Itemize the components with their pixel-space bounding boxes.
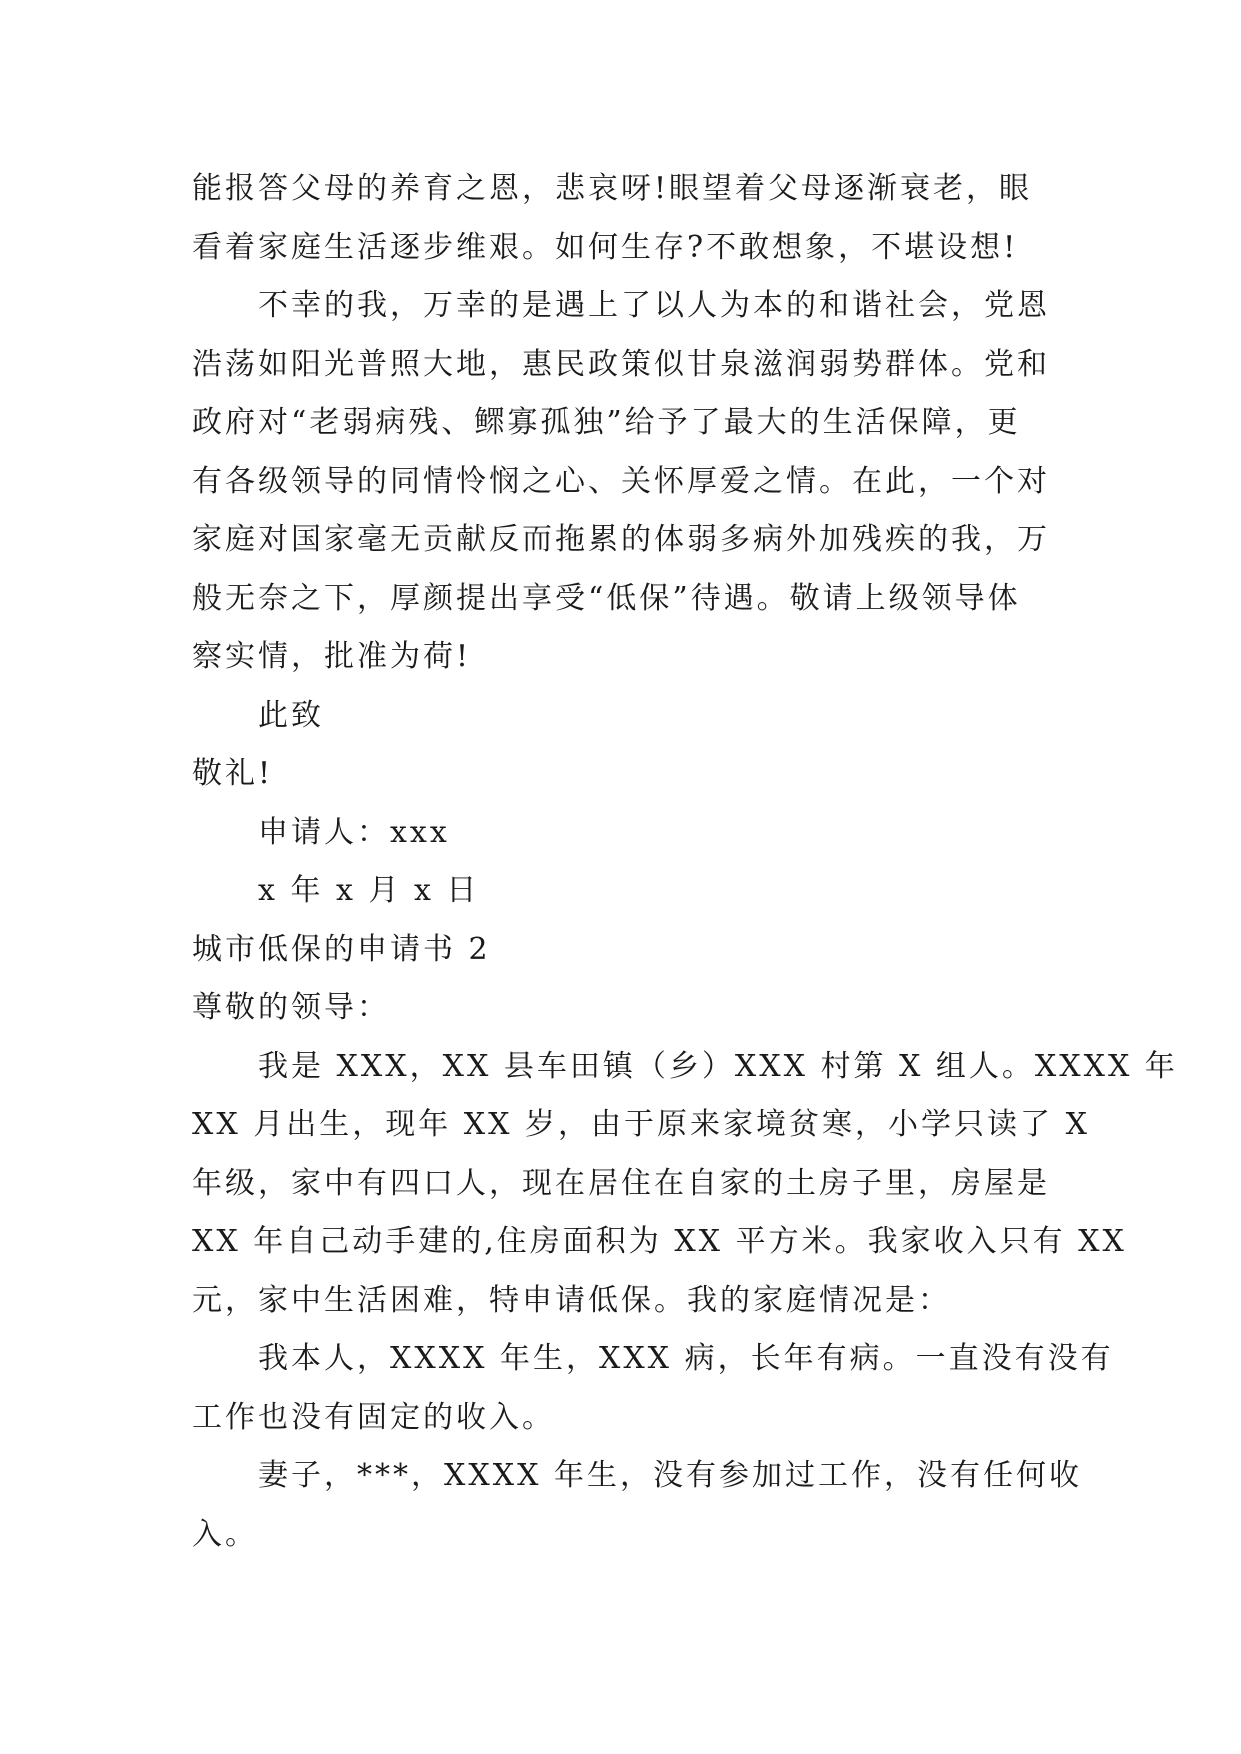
closing-regards: 敬礼! bbox=[192, 756, 274, 791]
text-line: 工作也没有固定的收入。 bbox=[192, 1399, 555, 1435]
section-title: 城市低保的申请书 2 bbox=[192, 931, 491, 967]
text-line: 我是 XXX，XX 县车田镇（乡）XXX 村第 X 组人。XXXX 年 bbox=[258, 1048, 1178, 1084]
text-line: XX 年自己动手建的,住房面积为 XX 平方米。我家收入只有 XX bbox=[192, 1224, 1127, 1259]
text-line: 浩荡如阳光普照大地，惠民政策似甘泉滋润弱势群体。党和 bbox=[192, 346, 1050, 382]
text-line: 年级，家中有四口人，现在居住在自家的土房子里，房屋是 bbox=[192, 1165, 1050, 1201]
greeting: 尊敬的领导： bbox=[192, 990, 390, 1025]
text-line: 入。 bbox=[192, 1516, 258, 1552]
text-line: 家庭对国家毫无贡献反而拖累的体弱多病外加残疾的我，万 bbox=[192, 522, 1050, 557]
text-line: 察实情，批准为荷! bbox=[192, 639, 472, 674]
text-line: 元，家中生活困难，特申请低保。我的家庭情况是： bbox=[192, 1282, 951, 1318]
text-line: 不幸的我，万幸的是遇上了以人为本的和谐社会，党恩 bbox=[258, 288, 1050, 323]
applicant-signature: 申请人：xxx bbox=[258, 814, 450, 850]
closing-salutation: 此致 bbox=[258, 697, 324, 733]
text-line: 有各级领导的同情怜悯之心、关怀厚爱之情。在此，一个对 bbox=[192, 463, 1050, 499]
text-line: 政府对“老弱病残、鳏寡孤独”给予了最大的生活保障，更 bbox=[192, 405, 1021, 440]
text-line: 般无奈之下，厚颜提出享受“低保”待遇。敬请上级领导体 bbox=[192, 580, 1021, 616]
text-line: 看着家庭生活逐步维艰。如何生存?不敢想象，不堪设想! bbox=[192, 229, 1019, 265]
text-line: XX 月出生，现年 XX 岁，由于原来家境贫寒，小学只读了 X bbox=[192, 1107, 1090, 1142]
text-line: 妻子，***，XXXX 年生，没有参加过工作，没有任何收 bbox=[258, 1458, 1082, 1493]
text-line: 能报答父母的养育之恩，悲哀呀!眼望着父母逐渐衰老，眼 bbox=[192, 171, 1033, 206]
text-line: 我本人，XXXX 年生，XXX 病，长年有病。一直没有没有 bbox=[258, 1341, 1114, 1376]
document-body bbox=[192, 160, 1178, 1564]
signature-date: x 年 x 月 x 日 bbox=[258, 873, 480, 908]
